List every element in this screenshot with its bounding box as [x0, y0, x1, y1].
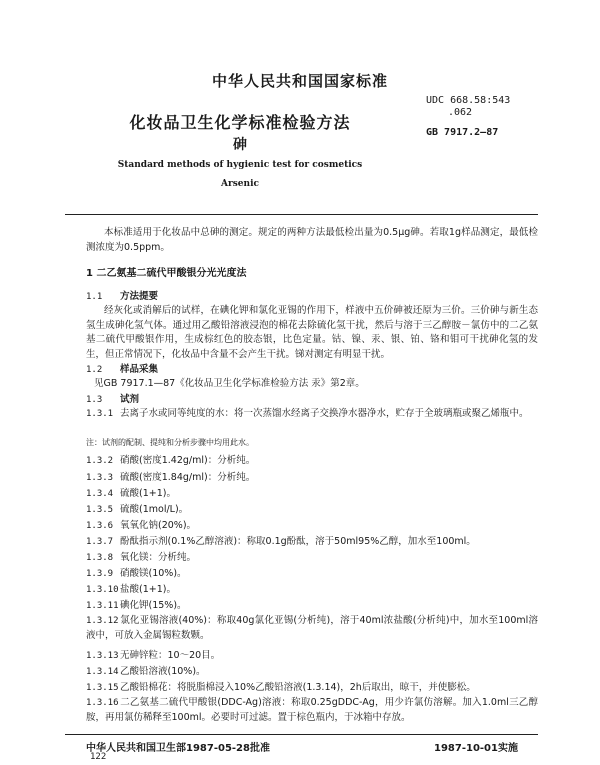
- item-number: 1.3.2: [86, 456, 114, 466]
- intro-paragraph: 本标准适用于化妆品中总砷的测定。规定的两种方法最低检出量为0.5μg砷。若取1g样品测定，最低检测浓度为0.5ppm。: [86, 227, 538, 253]
- reagent-1-3-14: [86, 665, 206, 679]
- gb-number: GB 7917.2—87: [426, 127, 499, 138]
- item-text: 乙酸铅棉花：将脱脂棉浸入10%乙酸铅溶液(1.3.14)，2h后取出，晾干，并使膨松。: [120, 682, 476, 693]
- item-number: 1.3.10: [86, 585, 119, 595]
- reagent-1-3-1: [86, 407, 538, 422]
- reagent-1-3-5: [86, 503, 188, 517]
- national-standard-heading: 中华人民共和国国家标准: [211, 72, 388, 90]
- section-number: 1.1: [86, 292, 103, 302]
- section-title: 试剂: [120, 394, 140, 405]
- item-text: 去离子水或同等纯度的水：将一次蒸馏水经离子交换净水器净水，贮存于全玻璃瓶或聚乙烯瓶中。: [120, 408, 529, 419]
- item-text: 硝酸镁(10%)。: [120, 568, 187, 579]
- item-text: 硫酸(1+1)。: [120, 488, 176, 499]
- item-text: 盐酸(1+1)。: [120, 584, 176, 595]
- reagent-1-3-8: [86, 551, 196, 565]
- item-number: 1.3.12: [86, 616, 119, 626]
- implementation-date: 1987-10-01实施: [434, 743, 518, 754]
- item-number: 1.3.15: [86, 683, 119, 693]
- item-number: 1.3.5: [86, 505, 114, 515]
- reagent-1-3-2: [86, 454, 255, 468]
- reagent-1-3-11: [86, 599, 187, 613]
- english-title: Standard methods of hygienic test for cosmetics: [117, 160, 363, 170]
- item-number: 1.3.4: [86, 489, 114, 499]
- page-number: 122: [90, 752, 107, 762]
- section-1-heading: 1 二乙氨基二硫代甲酸银分光光度法: [86, 268, 247, 279]
- section-title: 样品采集: [120, 364, 159, 375]
- item-number: 1.3.6: [86, 521, 114, 531]
- item-text: 无砷锌粒：10～20目。: [120, 650, 221, 661]
- reagent-1-3-15: [86, 681, 476, 695]
- section-1-1-heading: [86, 290, 158, 304]
- item-number: 1.3.14: [86, 667, 119, 677]
- item-number: 1.3.1: [86, 409, 114, 419]
- item-number: 1.3.13: [86, 651, 119, 661]
- reagent-1-3-9: [86, 567, 187, 581]
- approval-line: 中华人民共和国卫生部1987-05-28批准: [86, 743, 270, 754]
- reagent-1-3-7: [86, 535, 476, 549]
- item-number: 1.3.8: [86, 553, 114, 563]
- item-text: 硫酸(1mol/L)。: [120, 504, 189, 515]
- item-text: 氧化镁：分析纯。: [120, 552, 197, 563]
- udc-code: UDC 668.58:543: [426, 95, 511, 106]
- item-text: 酚酞指示剂(0.1%乙醇溶液)：称取0.1g酚酞，溶于50ml95%乙醇，加水至100ml。: [120, 536, 476, 547]
- reagent-1-3-10: [86, 583, 176, 597]
- item-number: 1.3.9: [86, 569, 114, 579]
- section-1-2-heading: [86, 363, 158, 377]
- reagent-1-3-12: [86, 614, 538, 643]
- section-number: 1.3: [86, 395, 103, 405]
- reagent-1-3-4: [86, 487, 176, 501]
- reagent-1-3-3: [86, 471, 255, 485]
- english-subtitle: Arsenic: [221, 179, 259, 189]
- reagent-1-3-16: [86, 696, 538, 725]
- item-text: 乙酸铅溶液(10%)。: [120, 666, 206, 677]
- reagent-1-3-13: [86, 649, 220, 663]
- reagent-note: 注：试剂的配制、提纯和分析步骤中均用此水。: [86, 438, 254, 447]
- footer-rule: [65, 734, 538, 735]
- section-1-1-text: 经灰化或消解后的试样，在碘化钾和氯化亚锡的作用下，样液中五价砷被还原为三价。三价砷与新生态氢生成砷化氢气体。通过用乙酸铅溶液浸泡的棉花去除硫化氢干扰，然后与溶于三乙醇胺－氯仿中的二乙氨基二硫代甲酸银作用，生成棕红色的胶态银，比色定量。钴、镍、汞、银、铂、铬和钼可干扰砷化氢的发生，但正常情况下，化妆品中含量不会产生干扰。锑对测定有明显干扰。: [86, 305, 538, 360]
- section-1-2-text: 见GB 7917.1—87《化妆品卫生化学标准检验方法 汞》第2章。: [94, 378, 365, 389]
- item-number: 1.3.7: [86, 537, 114, 547]
- item-text: 硫酸(密度1.84g/ml)：分析纯。: [120, 472, 256, 483]
- udc-code-continued: .062: [448, 107, 473, 118]
- item-text: 氧氧化钠(20%)。: [120, 520, 197, 531]
- section-number: 1.2: [86, 365, 103, 375]
- item-text: 氯化亚锡溶液(40%)：称取40g氯化亚锡(分析纯)，溶于40ml浓盐酸(分析纯)中，加水至100ml溶液中，可放入金属锡粒数颗。: [86, 615, 538, 641]
- section-title: 方法提要: [120, 291, 159, 302]
- item-text: 碘化钾(15%)。: [120, 600, 187, 611]
- item-number: 1.3.11: [86, 601, 119, 611]
- reagent-1-3-6: [86, 519, 196, 533]
- document-title: 化妆品卫生化学标准检验方法: [129, 113, 351, 132]
- section-1-3-heading: [86, 393, 139, 407]
- item-text: 二乙氨基二硫代甲酸银(DDC-Ag)溶液：称取0.25gDDC-Ag，用少许氯仿溶解。加入1.0ml三乙醇胺，再用氯仿稀释至100ml。必要时可过滤。置于棕色瓶内，于冰箱中存放。: [86, 697, 538, 723]
- document-subtitle: 砷: [233, 137, 247, 153]
- item-number: 1.3.16: [86, 698, 119, 708]
- item-text: 硝酸(密度1.42g/ml)：分析纯。: [120, 455, 256, 466]
- header-rule: [65, 214, 538, 215]
- item-number: 1.3.3: [86, 473, 114, 483]
